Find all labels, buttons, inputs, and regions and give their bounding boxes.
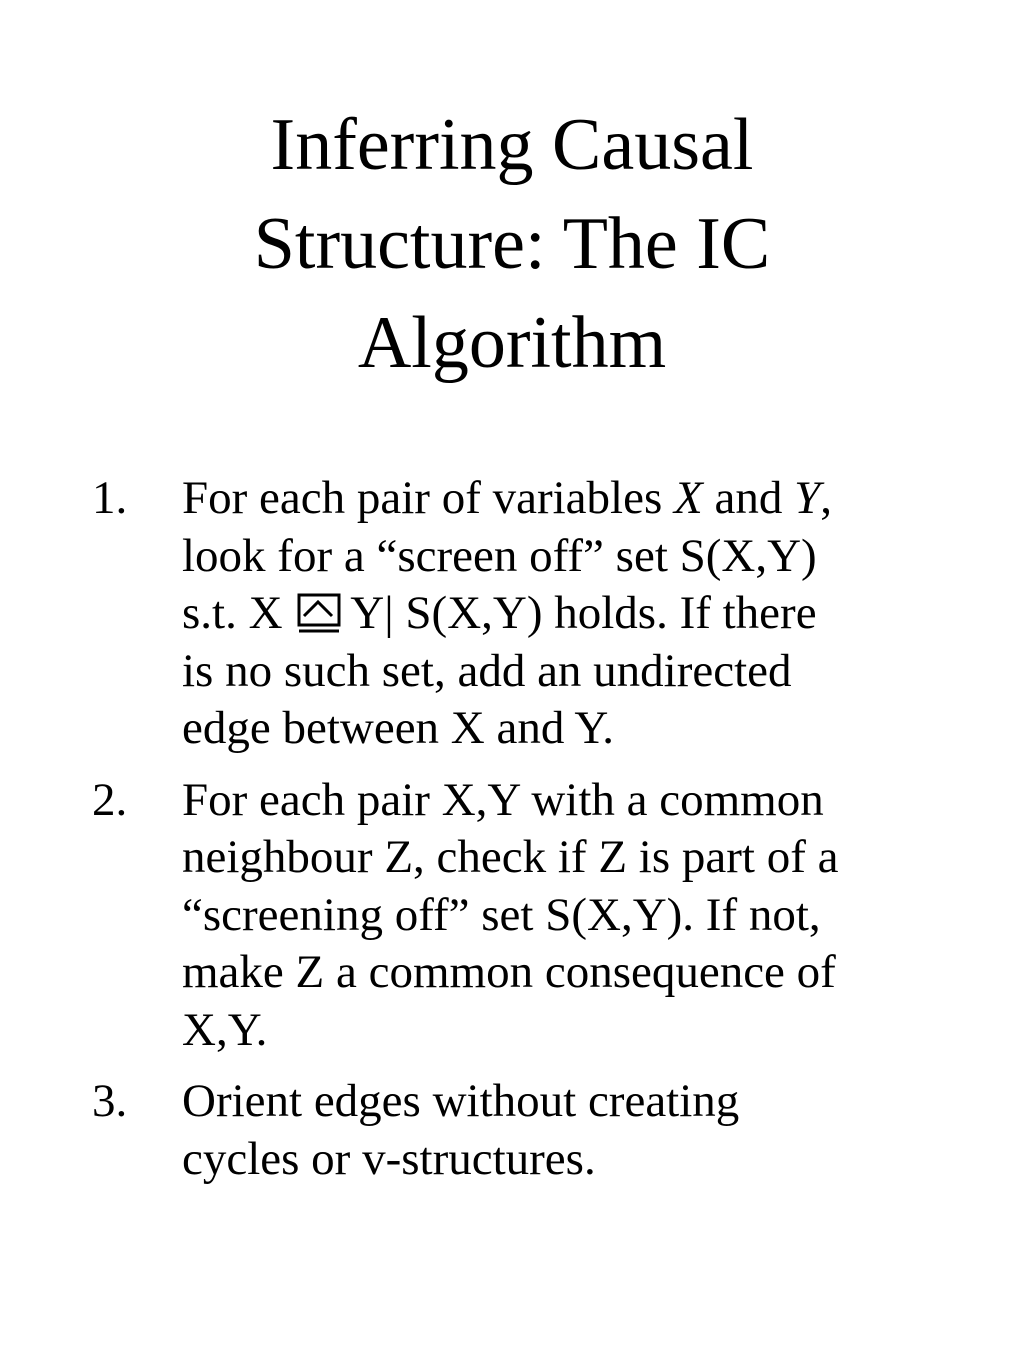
step-line: X,Y.: [182, 1003, 268, 1056]
step-line: edge between X and Y.: [182, 702, 614, 754]
title-line: Inferring Causal: [270, 104, 754, 186]
step-text: Y| S(X,Y) holds. If there: [350, 587, 817, 639]
step-line: [182, 470, 944, 528]
step-item: [0, 1073, 1024, 1188]
step-line: look for a “screen off” set S(X,Y): [182, 529, 817, 582]
slide-title: [112, 96, 912, 393]
title-line: Algorithm: [357, 302, 667, 384]
step-number: 3.: [92, 1075, 128, 1127]
algorithm-steps-list: [0, 470, 1024, 1202]
step-line: is no such set, add an undirected: [182, 644, 792, 697]
step-line: Orient edges without creating: [182, 1075, 740, 1127]
variable-x: X: [674, 472, 703, 524]
step-item: [0, 470, 1024, 758]
variable-y: Y: [794, 472, 821, 524]
step-item: [0, 772, 1024, 1060]
independence-symbol-icon: [296, 592, 342, 634]
step-text: and: [702, 472, 795, 524]
step-text: For each pair of variables: [182, 472, 674, 524]
step-line: make Z a common consequence of: [182, 946, 836, 998]
step-line: “screening off” set S(X,Y). If not,: [182, 888, 821, 941]
step-number: 1.: [92, 472, 128, 524]
step-text: s.t. X: [182, 587, 283, 639]
step-line: cycles or v-structures.: [182, 1132, 596, 1185]
step-text: ,: [820, 472, 832, 524]
step-number: 2.: [92, 773, 128, 826]
title-line: Structure: The IC: [253, 203, 771, 285]
step-line: neighbour Z, check if Z is part of a: [182, 831, 839, 883]
step-line: For each pair X,Y with a common: [182, 773, 824, 826]
step-line: [182, 585, 944, 643]
